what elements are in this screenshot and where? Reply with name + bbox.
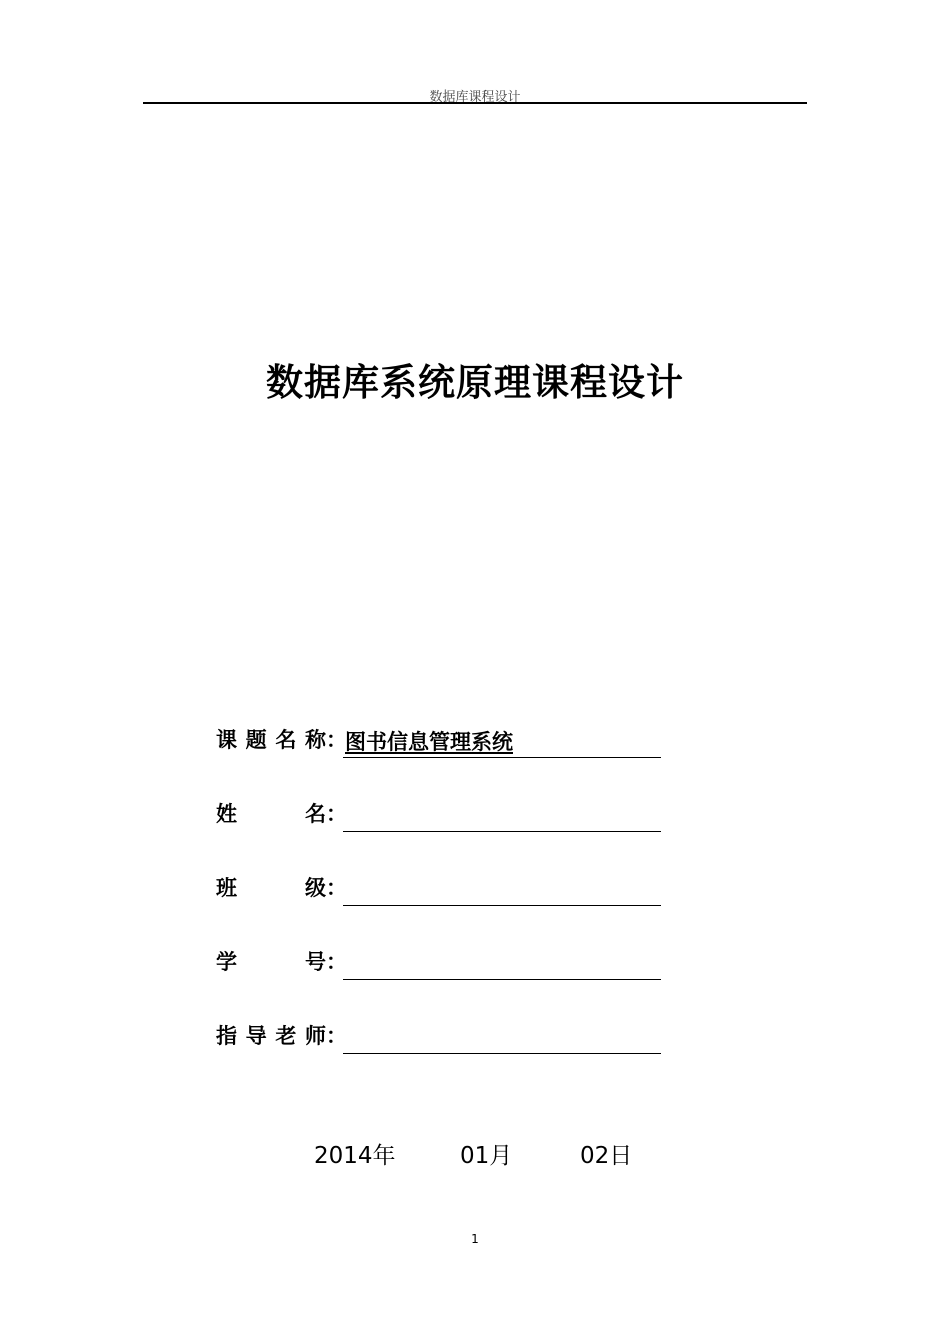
- field-class-label-text: 班级: [216, 875, 326, 900]
- field-topic-value: 图书信息管理系统: [345, 729, 513, 754]
- field-advisor: [216, 1022, 676, 1054]
- field-advisor-label-text: 指导老师: [216, 1023, 326, 1048]
- field-student-id-input[interactable]: [343, 949, 661, 980]
- date-year: 2014年: [314, 1143, 396, 1169]
- date-line: [0, 1137, 950, 1169]
- field-advisor-colon: ：: [326, 1023, 347, 1048]
- field-topic-label: [216, 724, 347, 754]
- header-divider: [143, 102, 807, 104]
- page-number: 1: [471, 1232, 479, 1246]
- date-month: 01月: [460, 1143, 513, 1169]
- page-header-text: 数据库课程设计: [429, 90, 521, 105]
- field-topic-label-text: 课题名称: [216, 727, 326, 752]
- field-class-label: [216, 872, 347, 902]
- field-student-id-label: [216, 946, 347, 976]
- field-name-input[interactable]: [343, 801, 661, 832]
- document-title: 数据库系统原理课程设计: [266, 361, 684, 404]
- field-class-input[interactable]: [343, 875, 661, 906]
- field-student-id-colon: ：: [326, 949, 347, 974]
- field-student-id: [216, 948, 676, 980]
- field-advisor-input[interactable]: [343, 1023, 661, 1054]
- field-name-label: [216, 798, 347, 828]
- field-student-id-label-text: 学号: [216, 949, 326, 974]
- field-name-colon: ：: [326, 801, 347, 826]
- field-class: [216, 874, 676, 906]
- field-topic-input[interactable]: [343, 727, 661, 758]
- field-advisor-label: [216, 1020, 347, 1050]
- field-name-label-text: 姓名: [216, 801, 326, 826]
- field-name: [216, 800, 676, 832]
- field-class-colon: ：: [326, 875, 347, 900]
- field-topic-colon: ：: [326, 727, 347, 752]
- date-day: 02日: [580, 1143, 633, 1169]
- field-topic: [216, 726, 676, 758]
